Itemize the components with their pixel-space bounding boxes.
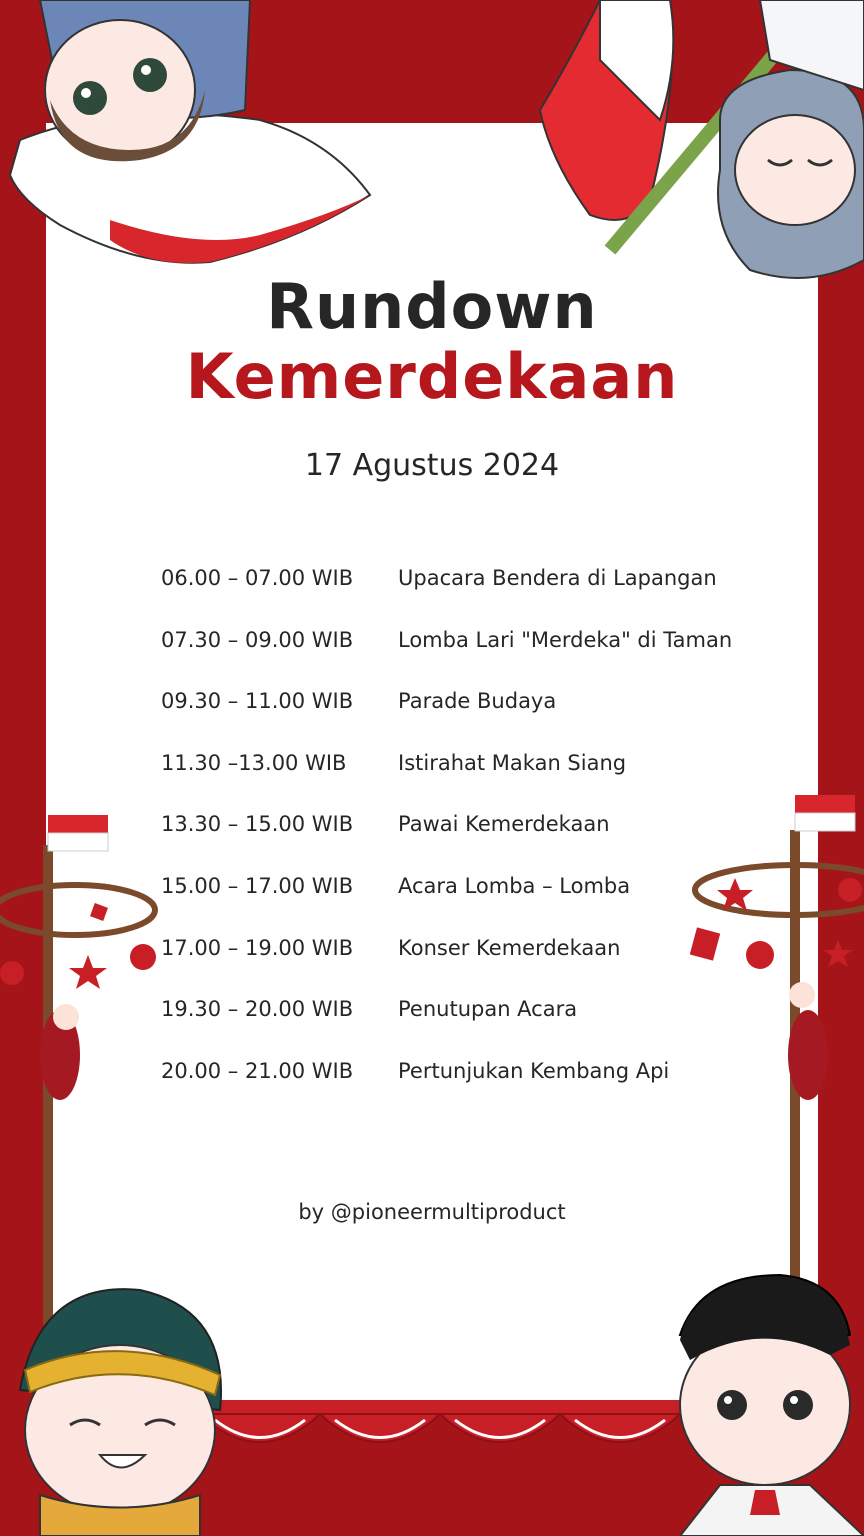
schedule-event: Parade Budaya bbox=[398, 689, 557, 714]
schedule-time: 20.00 – 21.00 WIB bbox=[161, 1058, 354, 1083]
schedule-event: Konser Kemerdekaan bbox=[398, 935, 621, 960]
schedule-event: Pertunjukan Kembang Api bbox=[398, 1058, 670, 1083]
schedule-time: 09.30 – 11.00 WIB bbox=[161, 689, 354, 714]
character-headband-bottomleft bbox=[0, 1270, 240, 1536]
schedule-event: Penutupan Acara bbox=[398, 997, 578, 1022]
schedule-row bbox=[161, 628, 781, 690]
star-icon bbox=[69, 955, 107, 989]
schedule-time: 11.30 –13.00 WIB bbox=[161, 750, 347, 775]
schedule-time: 13.30 – 15.00 WIB bbox=[161, 812, 354, 837]
title-rundown: Rundown bbox=[266, 270, 598, 343]
schedule-row bbox=[161, 874, 781, 936]
event-date: 17 Agustus 2024 bbox=[304, 448, 560, 483]
schedule-list bbox=[161, 566, 781, 1120]
character-with-bamboo-flag-topright bbox=[530, 0, 864, 290]
schedule-row bbox=[161, 997, 781, 1059]
schedule-time: 07.30 – 09.00 WIB bbox=[161, 627, 354, 652]
schedule-time: 15.00 – 17.00 WIB bbox=[161, 873, 354, 898]
schedule-row bbox=[161, 566, 781, 628]
schedule-time: 06.00 – 07.00 WIB bbox=[161, 566, 354, 590]
climbing-pole-left bbox=[0, 805, 170, 1325]
schedule-event: Istirahat Makan Siang bbox=[398, 750, 627, 775]
schedule-event: Pawai Kemerdekaan bbox=[398, 812, 610, 837]
credit-handle: by @pioneermultiproduct bbox=[298, 1200, 566, 1224]
schedule-row bbox=[161, 689, 781, 751]
schedule-row bbox=[161, 1059, 781, 1121]
lantern-icon bbox=[0, 961, 24, 985]
schedule-row bbox=[161, 751, 781, 813]
title-kemerdekaan: Kemerdekaan bbox=[185, 340, 679, 413]
character-peci-bottomright bbox=[660, 1265, 864, 1536]
schedule-event: Upacara Bendera di Lapangan bbox=[398, 566, 717, 590]
bunting-icon bbox=[200, 1400, 720, 1480]
flag-icon bbox=[48, 815, 108, 833]
schedule-row bbox=[161, 812, 781, 874]
schedule-time: 17.00 – 19.00 WIB bbox=[161, 935, 354, 960]
schedule-event: Acara Lomba – Lomba bbox=[398, 873, 631, 898]
schedule-row bbox=[161, 936, 781, 998]
schedule-event: Lomba Lari "Merdeka" di Taman bbox=[398, 627, 733, 652]
schedule-time: 19.30 – 20.00 WIB bbox=[161, 997, 354, 1022]
character-with-flag-topleft bbox=[0, 0, 380, 275]
